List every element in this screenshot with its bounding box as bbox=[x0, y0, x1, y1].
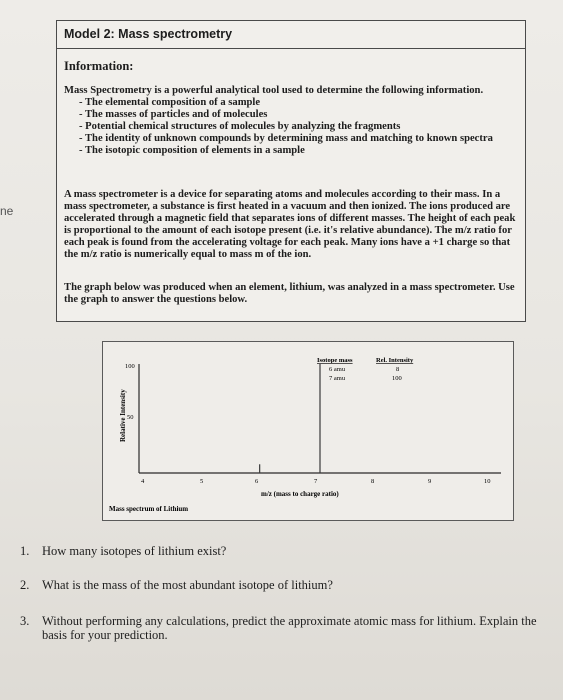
table-cell-mass: 7 amu bbox=[329, 375, 346, 382]
question-number: 2. bbox=[20, 578, 30, 592]
x-tick-label: 7 bbox=[314, 478, 318, 485]
table-cell-intensity: 8 bbox=[396, 366, 400, 373]
y-tick-label: 50 bbox=[127, 414, 134, 421]
model-2-box bbox=[56, 20, 526, 322]
bullet-item: - The isotopic composition of elements in a sample bbox=[79, 145, 305, 156]
x-tick-label: 4 bbox=[141, 478, 145, 485]
x-tick-labels bbox=[141, 478, 491, 485]
table-cell-mass: 6 amu bbox=[329, 366, 346, 373]
x-tick-label: 8 bbox=[371, 478, 375, 485]
bullet-item: - Potential chemical structures of molecules by analyzing the fragments bbox=[79, 121, 401, 132]
x-tick-label: 6 bbox=[255, 478, 259, 485]
isotope-table bbox=[317, 357, 414, 382]
mass-spectrum-figure bbox=[102, 341, 514, 521]
table-header-isotope-mass: Isotope mass bbox=[317, 357, 353, 364]
y-tick-label: 100 bbox=[125, 363, 135, 370]
intro-sentence: Mass Spectrometry is a powerful analytical tool used to determine the following information. bbox=[64, 85, 484, 96]
info-bullet-list bbox=[64, 97, 519, 157]
chart-caption: Mass spectrum of Lithium bbox=[109, 505, 189, 513]
table-cell-intensity: 100 bbox=[392, 375, 402, 382]
x-tick-label: 9 bbox=[428, 478, 432, 485]
graph-instructions-paragraph: The graph below was produced when an element, lithium, was analyzed in a mass spectrometer. Use the graph to answer the questions below. bbox=[64, 282, 515, 305]
intro-block bbox=[64, 85, 519, 157]
spectrum-peaks bbox=[260, 364, 320, 473]
bullet-item: - The identity of unknown compounds by determining mass and matching to known spectra bbox=[79, 133, 493, 144]
y-axis-label: Relative Intensity bbox=[119, 389, 127, 442]
x-tick-label: 10 bbox=[484, 478, 491, 485]
model-title: Model 2: Mass spectrometry bbox=[64, 27, 233, 41]
question-number: 1. bbox=[20, 544, 30, 558]
information-heading: Information: bbox=[64, 59, 134, 73]
table-header-rel-intensity: Rel. Intensity bbox=[376, 357, 414, 364]
mass-spectrum-chart bbox=[103, 342, 513, 520]
mass-spectrometer-paragraph: A mass spectrometer is a device for separating atoms and molecules according to their mass. In a mass spectrometer, a substance is first heated in a vacuum and then ionized. The ions produced are accelerated through a magnetic field that separates ions of different masses. The height of each peak is proportional to the amount of each isotope present (i.e. it's relative abundance). The m/z ratio for each peak is found from the accelerating voltage for each peak. Many ions have a +1 charge so that the m/z ratio is numerically equal to mass m of the ion. bbox=[64, 189, 516, 260]
bullet-item: - The elemental composition of a sample bbox=[79, 97, 261, 108]
x-tick-label: 5 bbox=[200, 478, 204, 485]
margin-fragment-text: ne bbox=[0, 204, 14, 218]
x-axis-label: m/z (mass to charge ratio) bbox=[261, 490, 339, 498]
question-number: 3. bbox=[20, 614, 30, 628]
question-text: What is the mass of the most abundant isotope of lithium? bbox=[42, 578, 333, 592]
bullet-item: - The masses of particles and of molecules bbox=[79, 109, 268, 120]
question-text: Without performing any calculations, predict the approximate atomic mass for lithium. Explain the basis for your prediction. bbox=[42, 614, 537, 642]
title-divider bbox=[57, 48, 525, 49]
question-text: How many isotopes of lithium exist? bbox=[42, 544, 227, 558]
